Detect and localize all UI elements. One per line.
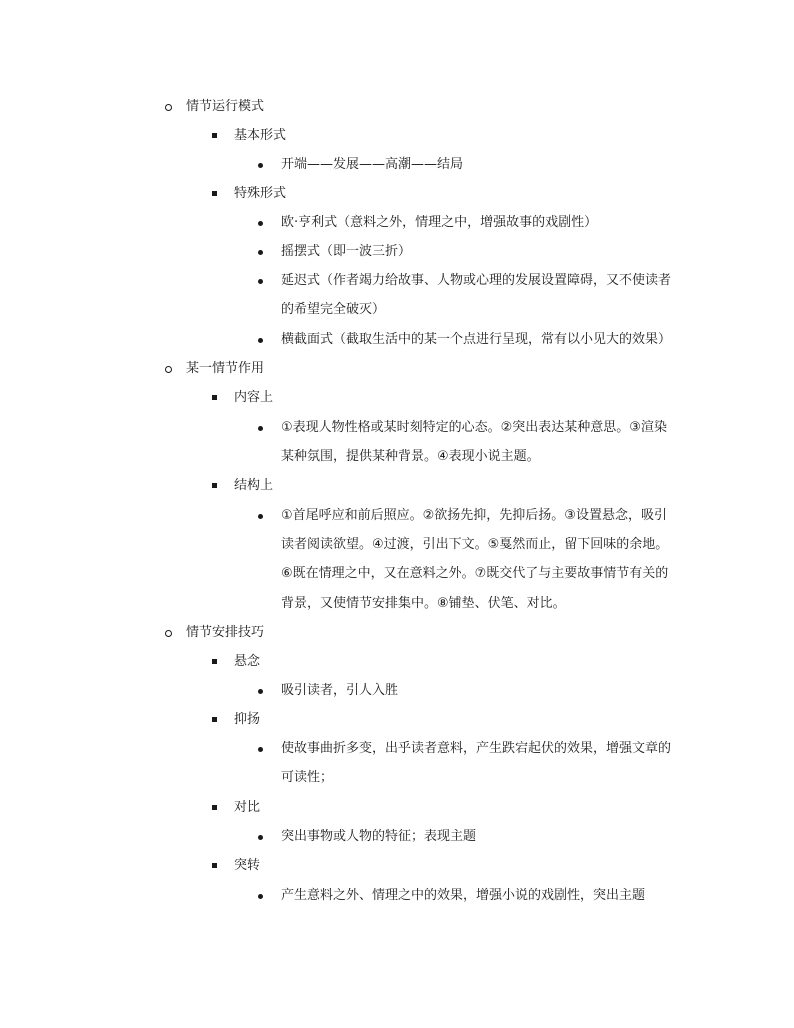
list-item: 横截面式（截取生活中的某一个点进行呈现，常有以小见大的效果） bbox=[281, 332, 672, 347]
subsection-title: 抑扬 bbox=[234, 712, 261, 727]
dot-bullet-icon bbox=[258, 507, 263, 525]
dot-bullet-icon bbox=[258, 419, 263, 437]
circle-bullet-icon bbox=[165, 98, 172, 117]
square-bullet-icon bbox=[212, 711, 217, 729]
subsection-title: 基本形式 bbox=[234, 128, 287, 143]
square-bullet-icon bbox=[212, 799, 217, 817]
circle-bullet-icon bbox=[165, 360, 172, 379]
list-item: 突出事物或人物的特征；表现主题 bbox=[281, 829, 477, 844]
dot-bullet-icon bbox=[258, 272, 263, 290]
dot-bullet-icon bbox=[258, 243, 263, 261]
dot-bullet-icon bbox=[258, 682, 263, 700]
dot-bullet-icon bbox=[258, 214, 263, 232]
subsection-title: 悬念 bbox=[234, 654, 261, 669]
square-bullet-icon bbox=[212, 389, 217, 407]
list-item-continuation: 可读性； bbox=[281, 770, 334, 785]
list-item: 延迟式（作者竭力给故事、人物或心理的发展设置障碍，又不使读者 bbox=[281, 273, 672, 288]
list-item: 摇摆式（即一波三折） bbox=[281, 244, 412, 259]
subsection-title: 对比 bbox=[234, 800, 261, 815]
circle-bullet-icon bbox=[165, 624, 172, 643]
section-title: 情节安排技巧 bbox=[186, 625, 265, 640]
subsection-title: 突转 bbox=[234, 858, 261, 873]
list-item-continuation: 的希望完全破灭） bbox=[281, 302, 386, 317]
list-item: 开端——发展——高潮——结局 bbox=[281, 157, 464, 172]
list-item: ①表现人物性格或某时刻特定的心态。②突出表达某种意思。③渲染 bbox=[281, 420, 667, 435]
list-item: 产生意料之外、情理之中的效果，增强小说的戏剧性，突出主题 bbox=[281, 888, 646, 903]
dot-bullet-icon bbox=[258, 156, 263, 174]
square-bullet-icon bbox=[212, 477, 217, 495]
square-bullet-icon bbox=[212, 127, 217, 145]
subsection-title: 特殊形式 bbox=[234, 186, 287, 201]
list-item-continuation: 背景，又使情节安排集中。⑧铺垫、伏笔、对比。 bbox=[281, 596, 566, 611]
list-item: ①首尾呼应和前后照应。②欲扬先抑，先抑后扬。③设置悬念，吸引 bbox=[281, 508, 667, 523]
subsection-title: 内容上 bbox=[234, 390, 274, 405]
list-item-continuation: ⑥既在情理之中，又在意料之外。⑦既交代了与主要故事情节有关的 bbox=[281, 566, 669, 581]
list-item-continuation: 某种氛围，提供某种背景。④表现小说主题。 bbox=[281, 449, 540, 464]
section-title: 某一情节作用 bbox=[186, 361, 265, 376]
list-item: 吸引读者，引人入胜 bbox=[281, 683, 399, 698]
dot-bullet-icon bbox=[258, 331, 263, 349]
list-item: 使故事曲折多变，出乎读者意料，产生跌宕起伏的效果，增强文章的 bbox=[281, 741, 672, 756]
square-bullet-icon bbox=[212, 653, 217, 671]
square-bullet-icon bbox=[212, 185, 217, 203]
dot-bullet-icon bbox=[258, 828, 263, 846]
section-title: 情节运行模式 bbox=[186, 99, 265, 114]
square-bullet-icon bbox=[212, 857, 217, 875]
list-item-continuation: 读者阅读欲望。④过渡，引出下文。⑤戛然而止，留下回味的余地。 bbox=[281, 537, 669, 552]
list-item: 欧·亨利式（意料之外，情理之中，增强故事的戏剧性） bbox=[281, 215, 598, 230]
subsection-title: 结构上 bbox=[234, 478, 274, 493]
dot-bullet-icon bbox=[258, 740, 263, 758]
dot-bullet-icon bbox=[258, 887, 263, 905]
